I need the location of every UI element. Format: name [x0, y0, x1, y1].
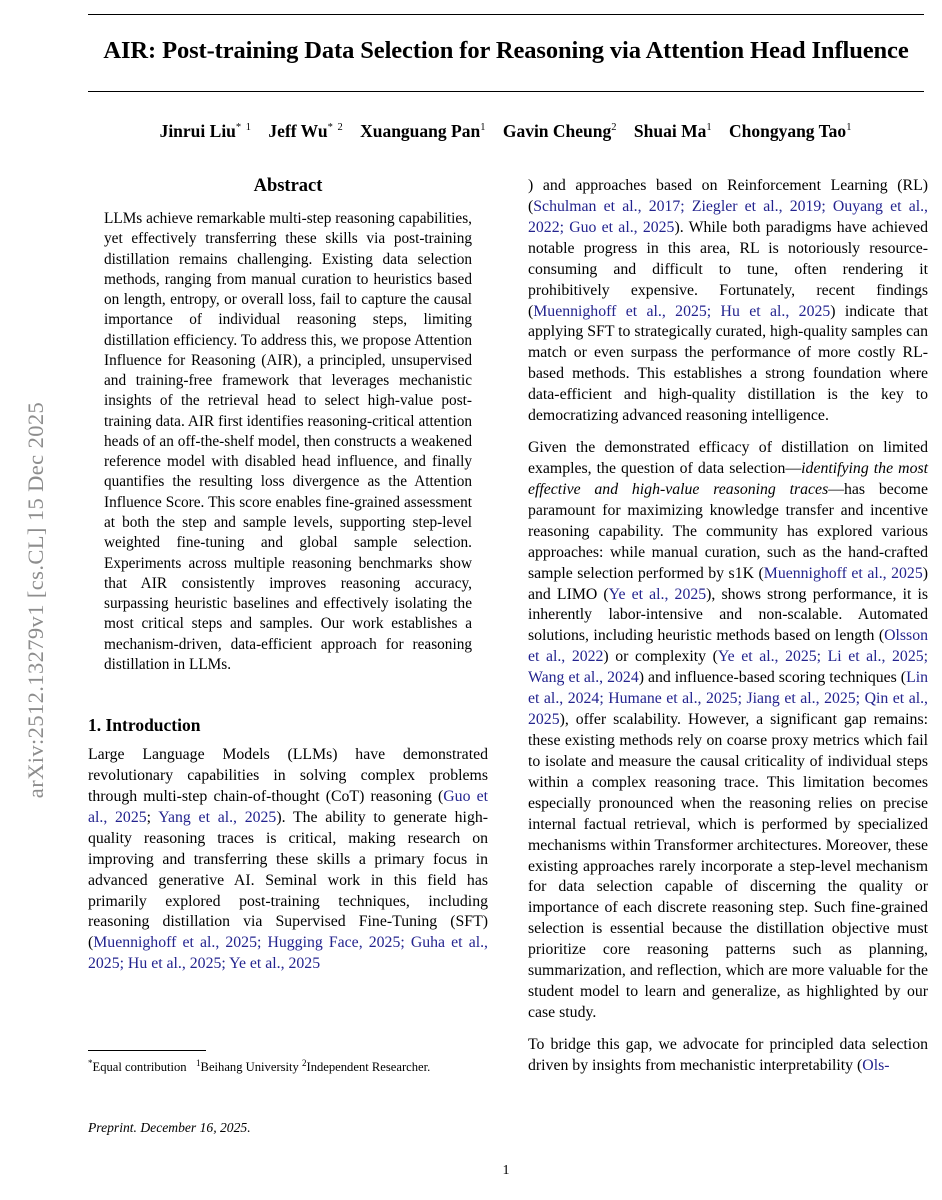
citation-link[interactable]: Lin et al., 2024; Humane et al., 2025; Jiang et al., 2025; Qin et al., 2025 [528, 669, 928, 729]
abstract-text: LLMs achieve remarkable multi-step reasoning capabilities, yet effectively transferring these skills via post-training distillation remains challenging. Existing data selection methods, ranging from manual curation to heuristics based on length, entropy, or overall loss, fail to capture the causal importance of individual reasoning steps, limiting distillation efficiency. To address this, we propose Attention Influence for Reasoning (AIR), a principled, unsupervised and training-free framework that leverages mechanistic insights of the retrieval head to select high-value post-training data. AIR first identifies reasoning-critical attention heads of an off-the-shelf model, then constructs a weakened reference model with disabled head influence, and finally quantifies the resulting loss divergence as the Attention Influence Score. This score enables fine-grained assessment at both the step and sample levels, supporting step-level weighted fine-tuning and global sample selection. Experiments across multiple reasoning benchmarks show that AIR consistently improves reasoning accuracy, surpassing heuristic baselines and effectively isolating the most critical steps and samples. Our work establishes a mechanism-driven, data-efficient approach for reasoning distillation in LLMs. [104, 210, 472, 673]
text-segment: ) and LIMO ( [528, 564, 928, 603]
introduction-paragraph-3 [528, 1035, 928, 1077]
author-name: Jinrui Liu [159, 121, 236, 141]
author-list [88, 121, 924, 142]
text-segment: ), offer scalability. However, a significant gap remains: these existing methods rely on coarse proxy metrics which fail to isolate and measure the causal criticality of individual steps within a complex reasoning trace. This limitation becomes especially pronounced when the reasoning relies on precise internal factual retrieval, which is performed by specialized mechanisms within Transformer architectures. Moreover, these existing approaches rarely incorporate a step-level mechanism for data selection capable of discerning the quality or importance of each discrete reasoning step. Such fine-grained selection is essential because the distillation objective must prioritize core reasoning patterns such as planning, summarization, and reflection, which are more valuable for the student model to learn and generalize, as highlighted by our case study. [528, 711, 928, 1021]
abstract-heading: Abstract [253, 176, 323, 196]
arxiv-stamp-text: arXiv:2512.13279v1 [cs.CL] 15 Dec 2025 [23, 401, 48, 799]
citation-link[interactable]: Muennighoff et al., 2025; Hugging Face, 2025; Guha et al., 2025; Hu et al., 2025; Ye et al., 2025 [88, 934, 488, 973]
text-segment: ). While both paradigms have achieved notable progress in this area, RL is notoriously resource-consuming and difficult to tune, often rendering it prohibitively expensive. Fortunately, recent findings ( [528, 218, 928, 320]
citation-link[interactable]: Olsson et al., 2022 [528, 627, 928, 666]
footnote-block [88, 1050, 488, 1076]
author-entry [160, 121, 252, 141]
page-number: 1 [502, 1163, 510, 1178]
citation-link[interactable]: Ye et al., 2025 [608, 585, 707, 603]
paper-page [70, 0, 942, 1200]
text-segment: Large Language Models (LLMs) have demonstrated revolutionary capabilities in solving complex problems through multi-step chain-of-thought (CoT) reasoning ( [88, 746, 488, 805]
footnote-segment: Equal contribution [92, 1060, 187, 1075]
introduction-paragraph-1 [88, 745, 488, 975]
author-affiliation-mark: 2 [611, 122, 618, 134]
text-segment: ; [146, 808, 159, 826]
text-segment: —has become paramount for maximizing knowledge transfer and incentive reasoning capability. The community has explored various approaches: while manual curation, such as the hand-crafted sample selection performed by s1K ( [528, 480, 928, 582]
author-name: Shuai Ma [633, 121, 707, 141]
footnote-rule [88, 1050, 206, 1051]
text-segment: ) and influence-based scoring techniques ( [638, 669, 907, 687]
citation-link[interactable]: Muennighoff et al., 2025; Hu et al., 2025 [533, 302, 831, 320]
citation-link[interactable]: Ols- [862, 1056, 890, 1074]
text-segment: ) and approaches based on Reinforcement Learning (RL) ( [528, 177, 928, 215]
author-affiliation-mark: 1 [846, 122, 853, 134]
text-segment: ) or complexity ( [603, 648, 718, 666]
top-rule [88, 14, 924, 15]
footnote-segment: Independent Researcher. [306, 1060, 431, 1075]
citation-link[interactable]: Schulman et al., 2017; Ziegler et al., 2019; Ouyang et al., 2022; Guo et al., 2025 [528, 197, 928, 236]
two-column-body [88, 176, 929, 1166]
author-entry [360, 121, 486, 141]
introduction-heading: 1. Introduction [88, 715, 201, 736]
author-entry [268, 121, 343, 141]
author-affiliation-mark: * 2 [327, 122, 344, 134]
left-column [88, 176, 488, 975]
author-entry [634, 121, 713, 141]
author-entry [503, 121, 618, 141]
page-title: AIR: Post-training Data Selection for Reasoning via Attention Head Influence [103, 37, 909, 64]
text-segment: To bridge this gap, we advocate for principled data selection driven by insights from mechanistic interpretability ( [528, 1035, 928, 1074]
author-affiliation-mark: 1 [480, 122, 487, 134]
footnote-sup-2: 2 [302, 1058, 307, 1068]
title-block [88, 14, 924, 92]
text-segment: Given the demonstrated efficacy of distillation on limited examples, the question of data selection— [528, 439, 928, 477]
footnote-segment: Beihang University [200, 1060, 299, 1075]
right-column [528, 176, 928, 1088]
preprint-notice: Preprint. December 16, 2025. [88, 1120, 251, 1135]
footnote-sup-1: 1 [196, 1058, 201, 1068]
arxiv-stamp [0, 0, 72, 1200]
author-entry [729, 121, 852, 141]
citation-link[interactable]: Ye et al., 2025; Li et al., 2025; Wang et al., 2024 [528, 648, 928, 687]
title-bottom-rule [88, 91, 924, 92]
footnote-text [88, 1058, 488, 1076]
author-name: Gavin Cheung [502, 121, 612, 141]
text-segment: ) indicate that applying SFT to strategically curated, high-quality samples can match or even surpass the performance of more costly RL-based methods. This establishes a strong foundation where data-efficient and high-quality distillation is the key to democratizing advanced reasoning intelligence. [528, 302, 928, 425]
emphasis-text: identifying the most effective and high-value reasoning traces [528, 459, 929, 498]
introduction-section [88, 715, 488, 975]
text-segment: ). The ability to generate high-quality reasoning traces is critical, making research on improving and transferring these skills a primary focus in advanced generative AI. Seminal work in this field has primarily explored post-training techniques, including reasoning distillation via Supervised Fine-Tuning (SFT) ( [88, 808, 489, 952]
footnote-asterisk: * [88, 1058, 93, 1068]
introduction-paragraph-2 [528, 438, 928, 1024]
author-affiliation-mark: 1 [706, 122, 713, 134]
author-name: Chongyang Tao [728, 121, 847, 141]
author-name: Jeff Wu [268, 121, 328, 141]
introduction-paragraph-1-continued [528, 176, 928, 427]
text-segment: ), shows strong performance, it is inherently labor-intensive and non-scalable. Automated solutions, including heuristic methods based on length ( [528, 585, 928, 645]
citation-link[interactable]: Muennighoff et al., 2025 [763, 564, 923, 582]
citation-link[interactable]: Yang et al., 2025 [158, 808, 277, 826]
author-affiliation-mark: * 1 [235, 122, 253, 134]
citation-link[interactable]: Guo et al., 2025 [88, 787, 488, 826]
author-name: Xuanguang Pan [360, 121, 481, 141]
